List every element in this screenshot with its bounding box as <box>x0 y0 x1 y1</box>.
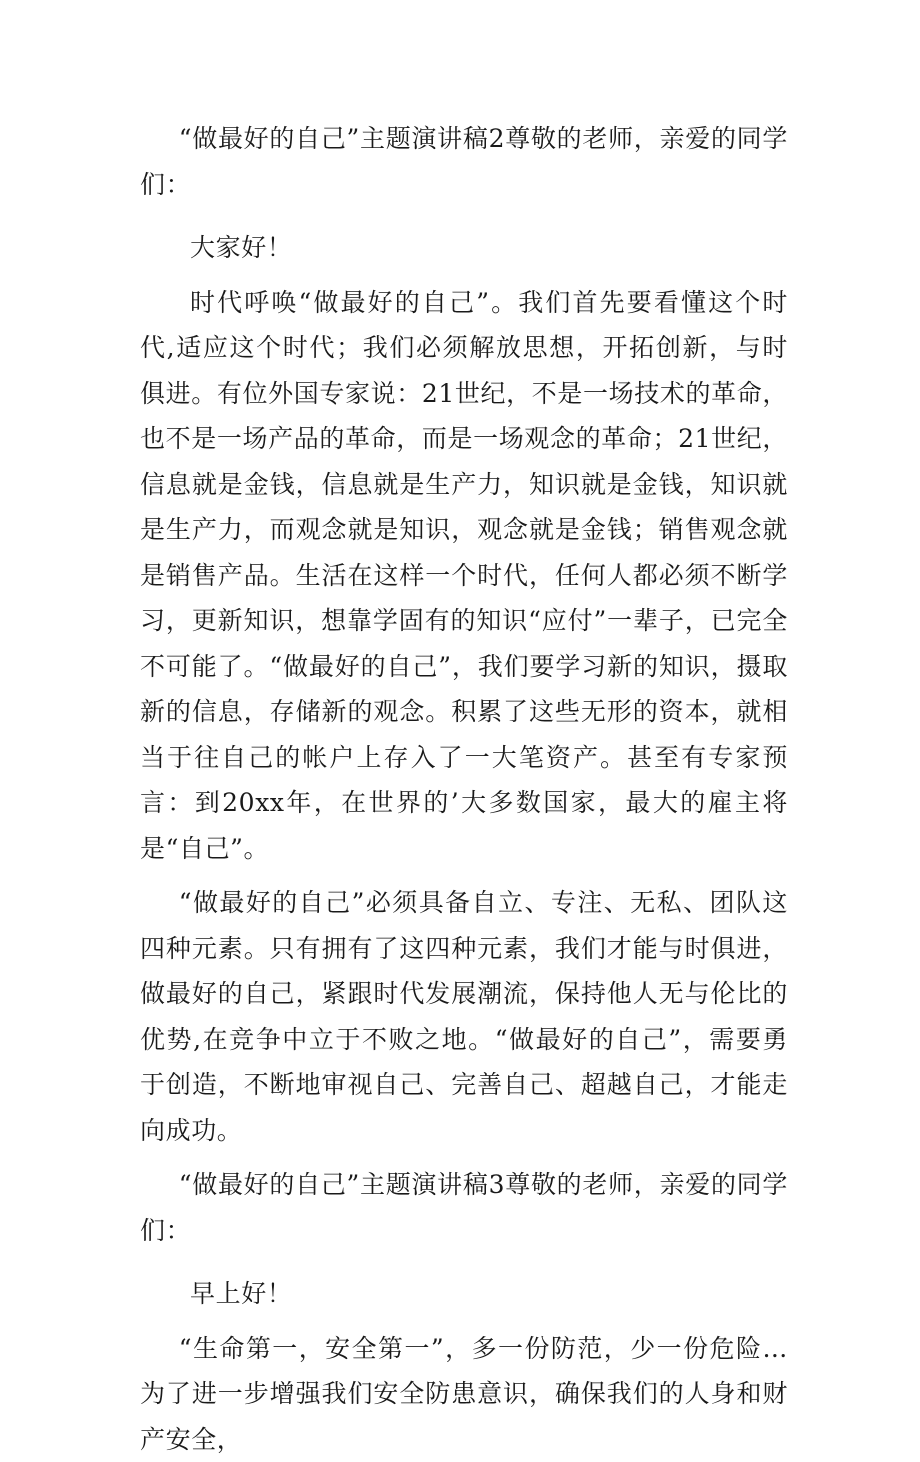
greeting-paragraph: 大家好！ <box>140 225 788 271</box>
body-paragraph: “做最好的自己”必须具备自立、专注、无私、团队这四种元素。只有拥有了这四种元素，我们才能与时俱进，做最好的自己，紧跟时代发展潮流，保持他人无与伦比的优势,在竞争中立于不败之地。“做最好的自己”，需要勇于创造，不断地审视自己、完善自己、超越自己，才能走向成功。 <box>140 880 788 1153</box>
speech-heading-3: “做最好的自己”主题演讲稿3尊敬的老师，亲爱的同学们： <box>140 1162 788 1253</box>
greeting-paragraph: 早上好！ <box>140 1271 788 1317</box>
document-body <box>140 116 788 1462</box>
body-paragraph: 时代呼唤“做最好的自己”。我们首先要看懂这个时代,适应这个时代；我们必须解放思想，开拓创新，与时俱进。有位外国专家说：21世纪，不是一场技术的革命，也不是一场产品的革命，而是一场观念的革命；21世纪，信息就是金钱，信息就是生产力，知识就是金钱，知识就是生产力，而观念就是知识，观念就是金钱；销售观念就是销售产品。生活在这样一个时代，任何人都必须不断学习，更新知识，想靠学固有的知识“应付”一辈子，已完全不可能了。“做最好的自己”，我们要学习新的知识，摄取新的信息，存储新的观念。积累了这些无形的资本，就相当于往自己的帐户上存入了一大笔资产。甚至有专家预言：到20xx年，在世界的’大多数国家，最大的雇主将是“自己”。 <box>140 280 788 872</box>
body-paragraph: “生命第一，安全第一”，多一份防范，少一份危险…为了进一步增强我们安全防患意识，确保我们的人身和财产安全， <box>140 1326 788 1462</box>
speech-heading-2: “做最好的自己”主题演讲稿2尊敬的老师，亲爱的同学们： <box>140 116 788 207</box>
